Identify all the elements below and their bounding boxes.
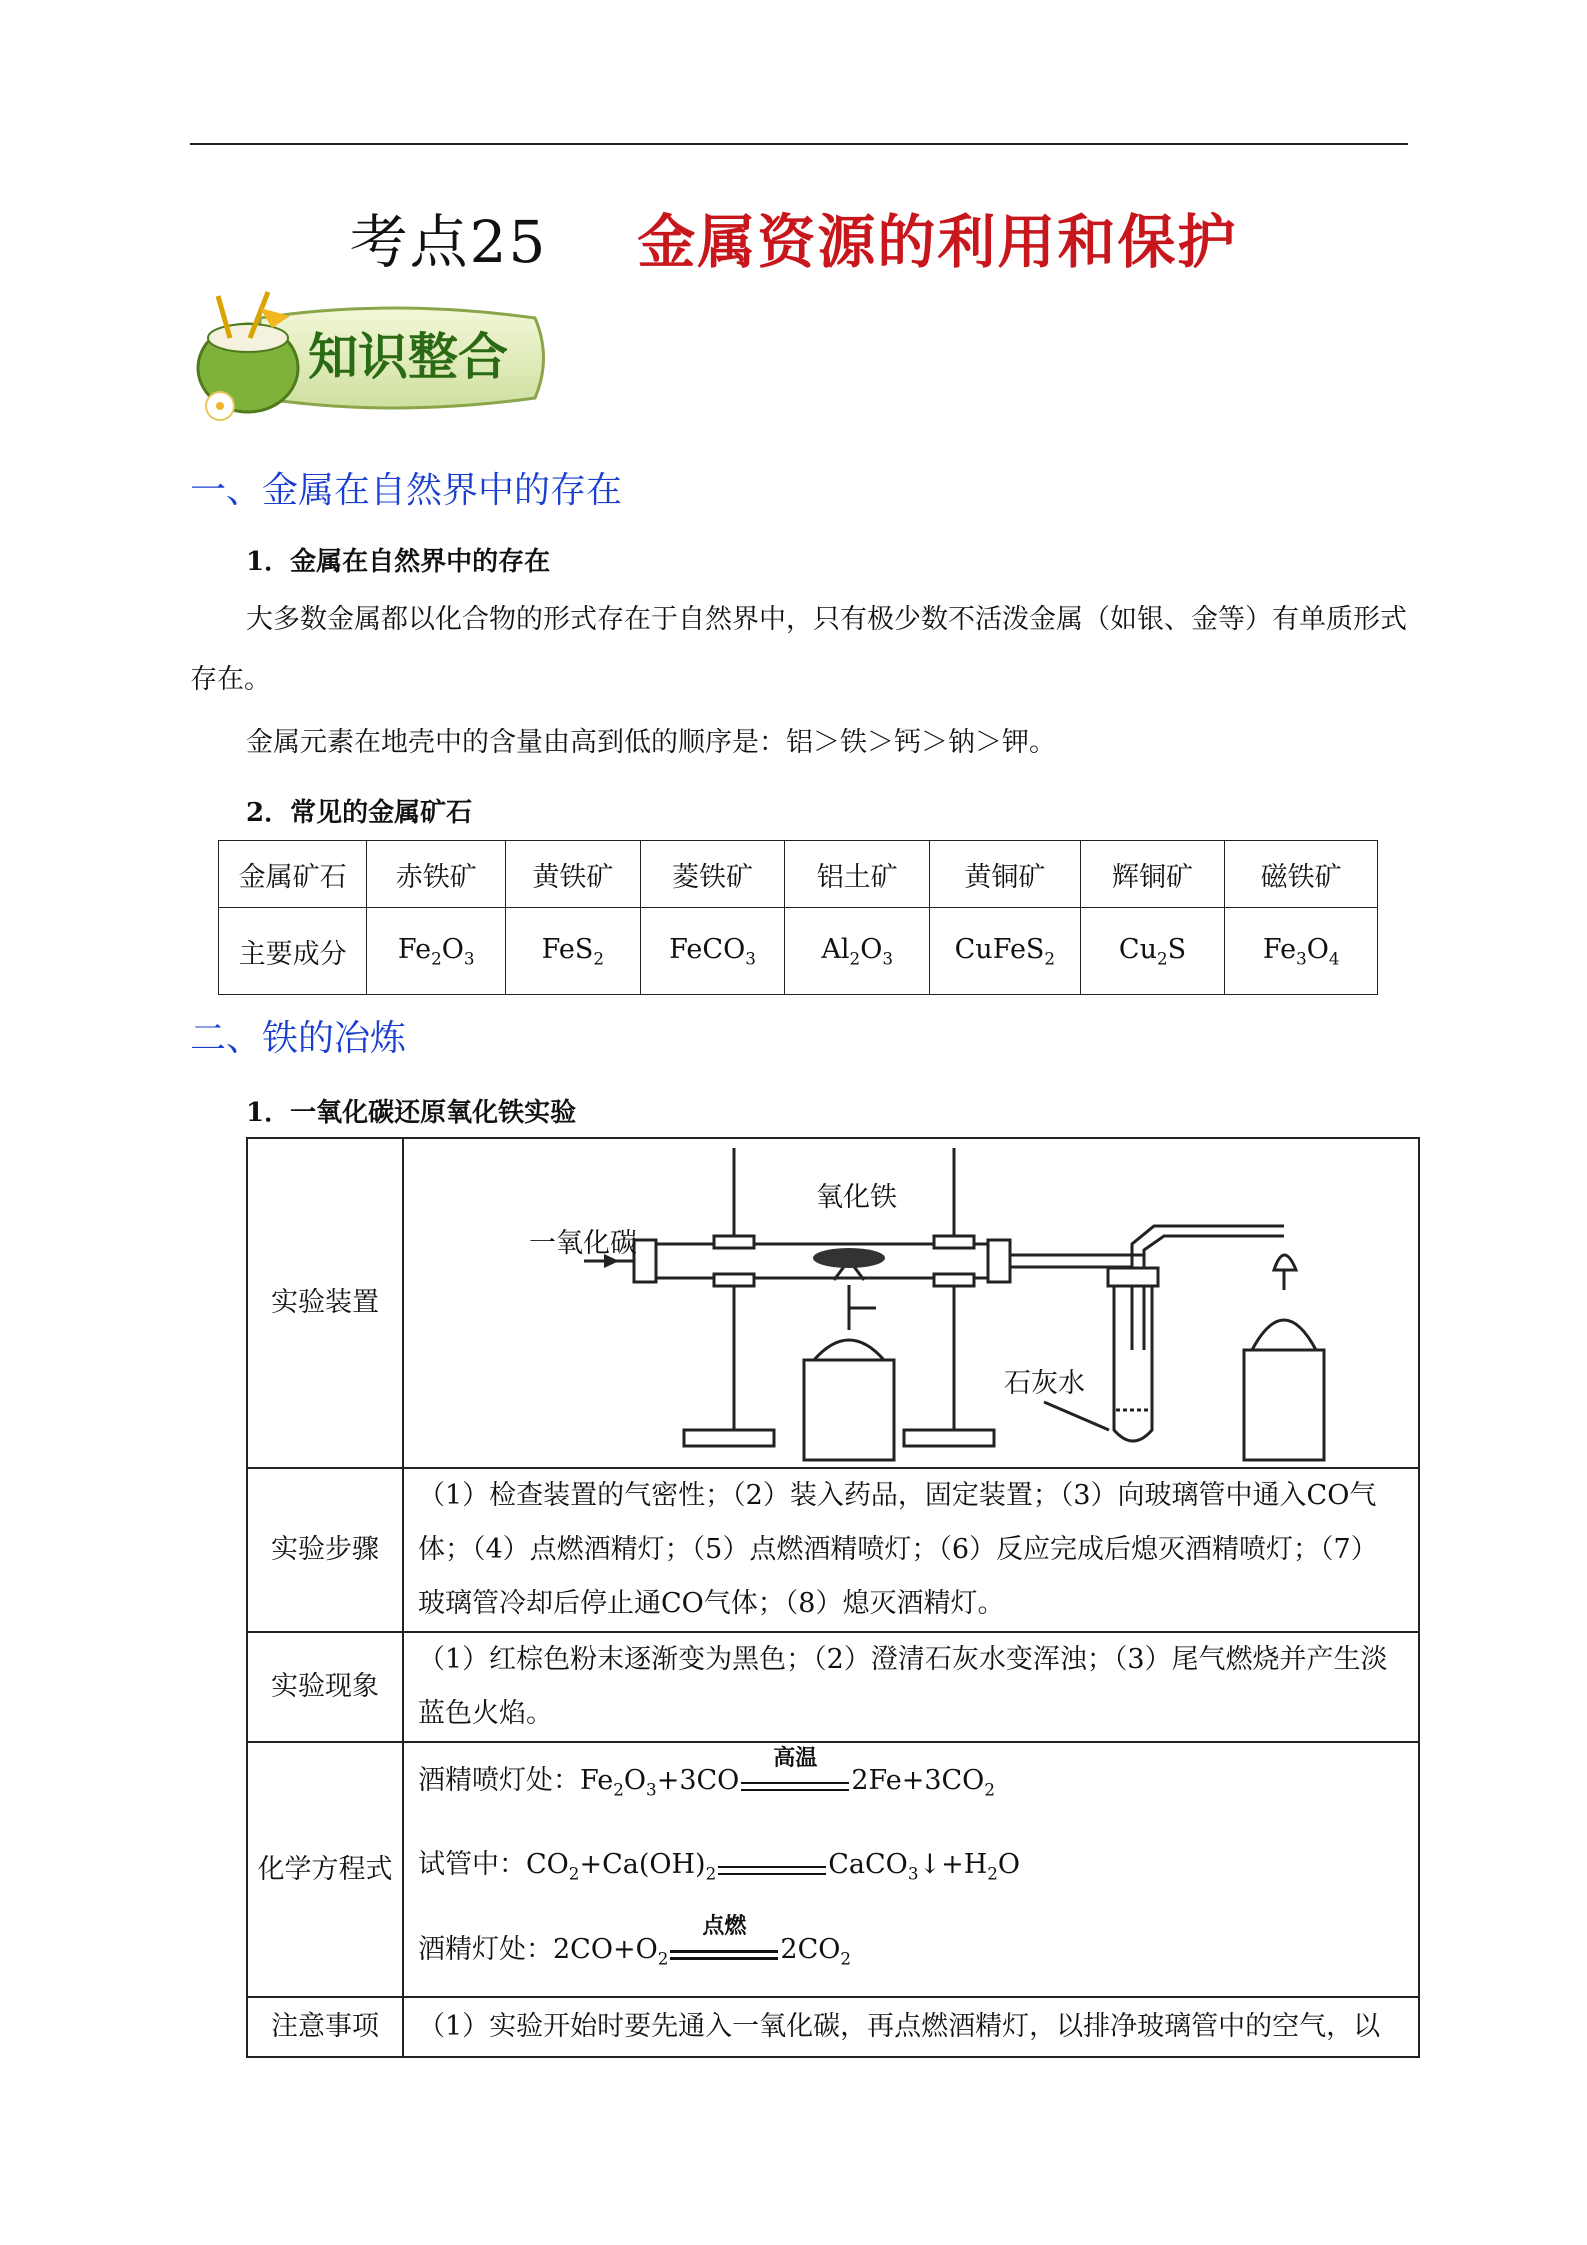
section1-sub2: 2．常见的金属矿石 [246, 798, 473, 828]
equation-3: 酒精灯处：$2CO+O_2$ 点燃 $2CO_2$ [418, 1912, 1404, 1996]
ore-cell: 磁铁矿 [1225, 841, 1378, 908]
co-label: 一氧化碳 [529, 1228, 637, 1259]
header-rule [190, 143, 1408, 145]
steps-label: 实验步骤 [247, 1468, 403, 1632]
formula-cell: $Fe_2O_3$ [367, 908, 506, 995]
ore-table-row [219, 841, 1378, 908]
ore-table-row [219, 908, 1378, 995]
apparatus-cell [403, 1138, 1419, 1468]
ore-cell: 黄铜矿 [930, 841, 1081, 908]
ore-cell: 主要成分 [219, 908, 367, 995]
formula-cell: CuFeS$_2$ [930, 908, 1081, 995]
section1-para2: 金属元素在地壳中的含量由高到低的顺序是：铝＞铁＞钙＞钠＞钾。 [246, 727, 1056, 758]
experiment-table [246, 1137, 1420, 2058]
ore-cell: 菱铁矿 [640, 841, 785, 908]
equation-place: 酒精灯处： [418, 1933, 553, 1965]
ore-cell: 铝土矿 [785, 841, 930, 908]
phenomena-text: （1）红棕色粉末逐渐变为黑色；（2）澄清石灰水变浑浊；（3）尾气燃烧并产生淡蓝色火焰。 [403, 1632, 1419, 1742]
phenomena-label: 实验现象 [247, 1632, 403, 1742]
formula-cell: $Al_2O_3$ [785, 908, 930, 995]
reaction-condition [670, 1914, 778, 1970]
note-label: 注意事项 [247, 1997, 403, 2057]
equation-place: 酒精喷灯处： [418, 1765, 580, 1796]
knowledge-badge [190, 288, 552, 428]
table-row [247, 1468, 1419, 1632]
table-row [247, 1138, 1419, 1468]
page-title [0, 195, 1587, 279]
formula-cell: FeS$_2$ [506, 908, 641, 995]
note-text: （1）实验开始时要先通入一氧化碳，再点燃酒精灯，以排净玻璃管中的空气，以 [403, 1997, 1419, 2057]
formula-cell: $Fe_3O_4$ [1225, 908, 1378, 995]
apparatus-diagram [404, 1140, 1418, 1466]
equation-1: 酒精喷灯处：$Fe_2O_3+3CO$ 高温 $2Fe+3CO_2$ [418, 1743, 1404, 1827]
reaction-condition [718, 1846, 826, 1886]
section1-heading: 一、金属在自然界中的存在 [190, 470, 623, 511]
ore-table [218, 840, 1378, 995]
limewater-label: 石灰水 [1004, 1368, 1085, 1399]
apparatus-label: 实验装置 [247, 1138, 403, 1468]
formula-cell: $Cu_2S$ [1080, 908, 1225, 995]
formula-cell: FeCO$_3$ [640, 908, 785, 995]
steps-text: （1）检查装置的气密性；（2）装入药品，固定装置；（3）向玻璃管中通入CO气体；（4）点燃酒精灯；（5）点燃酒精喷灯；（6）反应完成后熄灭酒精喷灯；（7）玻璃管冷却后停止通CO气体；（8）熄灭酒精灯。 [403, 1468, 1419, 1632]
topic-number: 考点25 [349, 208, 548, 276]
equation-cell [403, 1742, 1419, 1997]
table-row [247, 1632, 1419, 1742]
section2-heading: 二、铁的冶炼 [190, 1018, 407, 1059]
coconut-icon [198, 292, 298, 420]
reaction-condition [741, 1745, 849, 1802]
section2-sub1: 1．一氧化碳还原氧化铁实验 [246, 1098, 577, 1128]
section1-para1: 大多数金属都以化合物的形式存在于自然界中，只有极少数不活泼金属（如银、金等）有单质形式存在。 [190, 604, 1407, 695]
equation-place: 试管中： [418, 1849, 526, 1881]
ore-cell: 黄铁矿 [506, 841, 641, 908]
condition-text: 高温 [773, 1745, 818, 1771]
topic-name: 金属资源的利用和保护 [637, 208, 1238, 276]
equation-2: 试管中：$CO_2+Ca(OH)_2$ $CaCO_3↓+H_2O$ [418, 1827, 1404, 1911]
table-row [247, 1742, 1419, 1997]
ore-cell: 金属矿石 [219, 841, 367, 908]
badge-label: 知识整合 [308, 328, 508, 386]
fe2o3-label: 氧化铁 [816, 1182, 897, 1213]
ore-cell: 辉铜矿 [1080, 841, 1225, 908]
equation-label: 化学方程式 [247, 1742, 403, 1997]
condition-text: 点燃 [702, 1914, 747, 1940]
section1-sub1: 1．金属在自然界中的存在 [246, 547, 551, 577]
ore-cell: 赤铁矿 [367, 841, 506, 908]
table-row [247, 1997, 1419, 2057]
